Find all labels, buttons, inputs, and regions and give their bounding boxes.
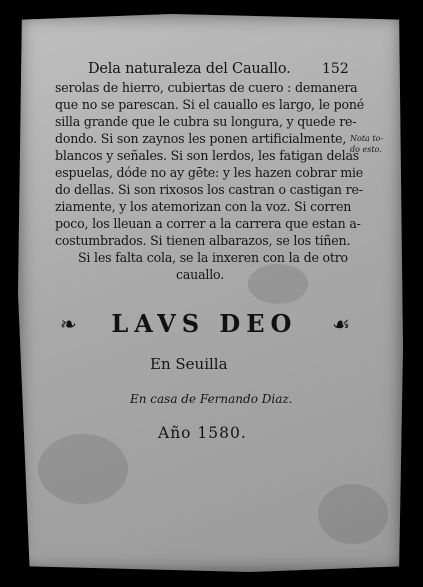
folio-number: 152	[322, 61, 349, 77]
laus-deo-line	[60, 309, 350, 338]
running-head: Dela naturaleza del Cauallo.	[88, 61, 291, 77]
margin-note-line: do esto.	[350, 145, 382, 154]
imprint-place: En Seuilla	[150, 355, 228, 373]
text-line: poco, los lleuan a correr a la carrera que estan a-	[55, 216, 361, 231]
imprint-printer: En casa de Fernando Diaz.	[130, 392, 293, 406]
imprint-date: Año 1580.	[158, 424, 247, 442]
text-line: Si les falta cola, se la inxeren con la de otro	[78, 250, 348, 265]
text-line: que no se parescan. Si el cauallo es largo, le poné	[55, 97, 365, 112]
fleuron-left-icon: ❧	[60, 311, 77, 336]
margin-note	[350, 133, 383, 155]
text-line: ziamente, y los atemorizan con la voz. Si corren	[55, 199, 352, 214]
text-line: do dellas. Si son rixosos los castran o castigan re-	[55, 182, 363, 197]
text-line: serolas de hierro, cubiertas de cuero : demanera	[55, 80, 358, 95]
text-line: cauallo.	[176, 267, 225, 282]
text-line: dondo. Si son zaynos les ponen artificialmente,	[55, 131, 347, 146]
laus-deo-text: LAVS DEO	[111, 309, 298, 338]
text-line: silla grande que le cubra su longura, y quede re-	[55, 114, 357, 129]
margin-note-line: Nota to-	[350, 134, 384, 143]
text-line: blancos y señales. Si son lerdos, les fatigan delas	[55, 148, 360, 163]
text-line: espuelas, dóde no ay gēte: y les hazen cobrar mie	[55, 165, 364, 180]
fleuron-right-icon: ☙	[332, 311, 350, 336]
text-line: costumbrados. Si tienen albarazos, se los tiñen.	[55, 233, 351, 248]
